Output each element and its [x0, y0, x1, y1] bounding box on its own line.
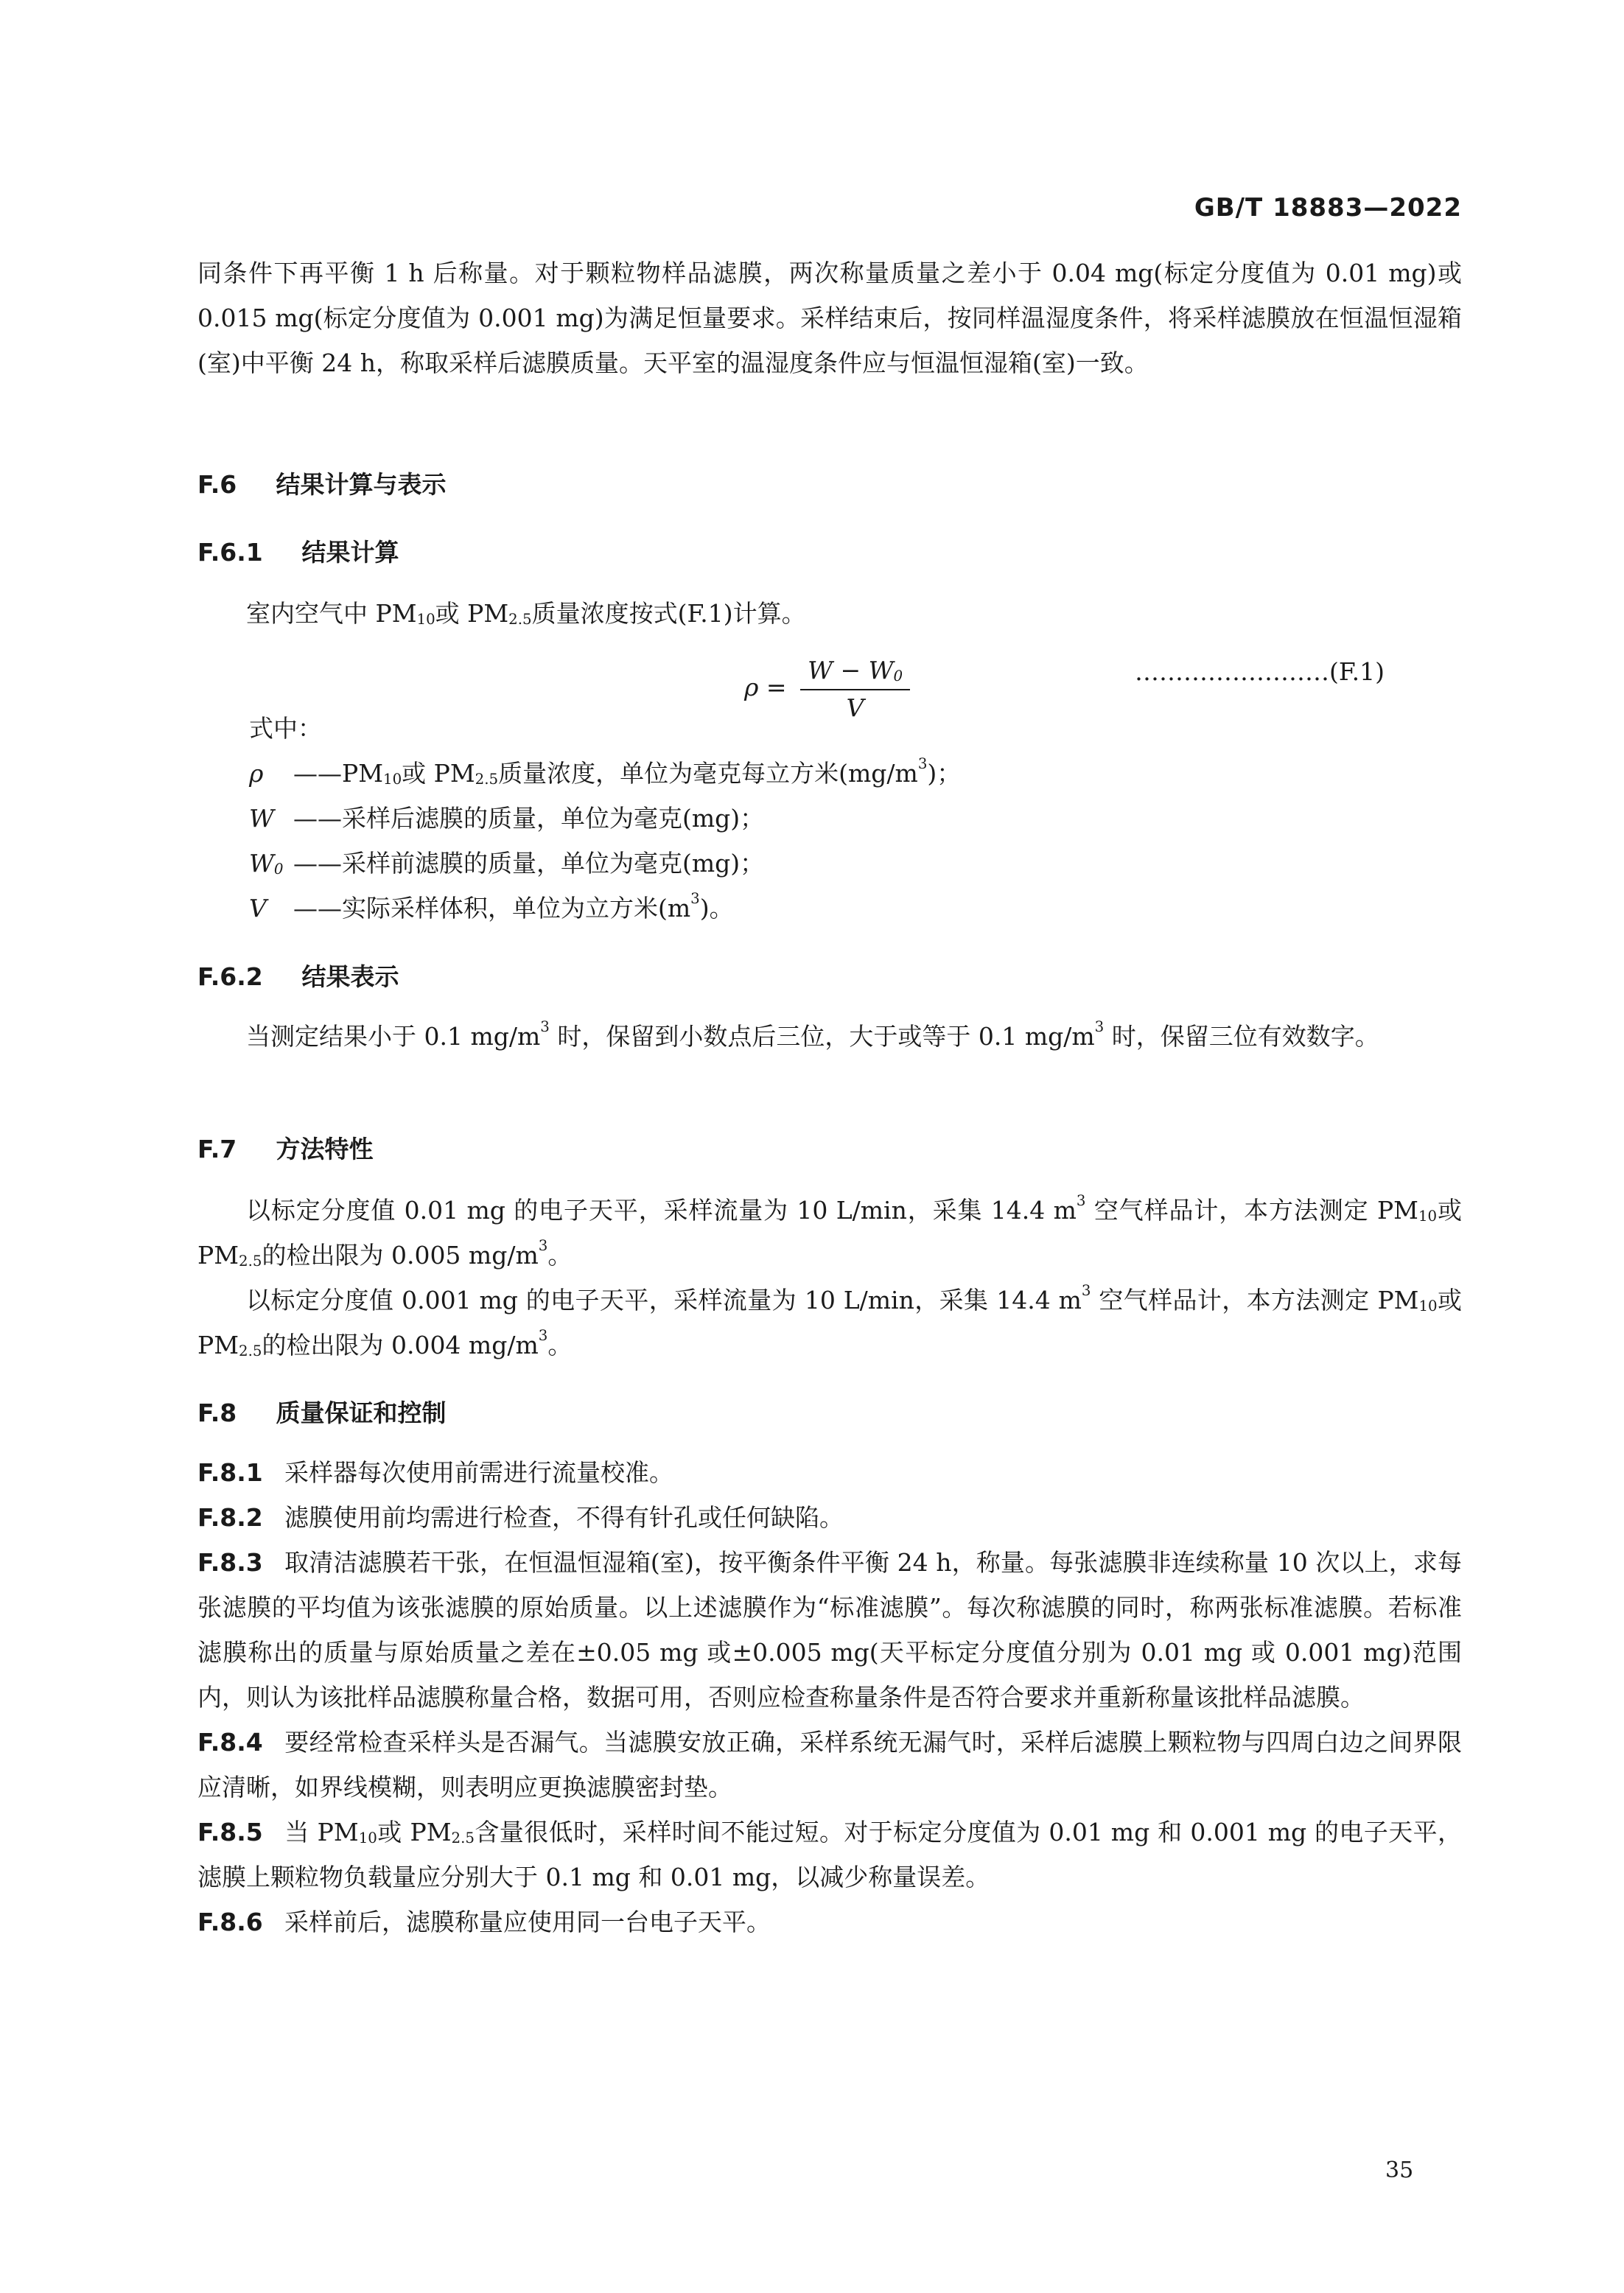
qa-item: F.8.4 要经常检查采样头是否漏气。当滤膜安放正确，采样系统无漏气时，采样后滤膜上颗粒物与四周白边之间界限应清晰，如界线模糊，则表明应更换滤膜密封垫。: [197, 1728, 1462, 1802]
section-heading-f8: [197, 1394, 447, 1429]
section-number: F.6.1: [197, 538, 263, 567]
section-title: 方法特性: [276, 1135, 374, 1163]
f6-2-paragraph: 当测定结果小于 0.1 $mg/m^3$ 时，保留到小数点后三位，大于或等于 0.1 $mg/m^3$ 时，保留三位有效数字。: [246, 1018, 1379, 1051]
page-number: 35: [1385, 2157, 1414, 2183]
formula-denominator: V: [846, 693, 864, 722]
qa-item: F.8.2 滤膜使用前均需进行检查，不得有针孔或任何缺陷。: [197, 1503, 844, 1532]
section-heading-f6-2: [197, 958, 399, 993]
definition-row: $W_0$ ——采样前滤膜的质量，单位为毫克(mg)；: [249, 849, 765, 878]
qa-item: F.8.1 采样器每次使用前需进行流量校准。: [197, 1458, 673, 1487]
f7-paragraph-1: 以标定分度值 0.01 mg 的电子天平，采样流量为 10 L/min，采集 14.4 $m^3$ 空气样品计，本方法测定 $PM_{10}$或 $PM_{2.5}$的检出限为 0.005 $mg/m^3$。: [197, 1192, 1462, 1270]
qa-item: F.8.3 取清洁滤膜若干张，在恒温恒湿箱(室)，按平衡条件平衡 24 h，称量。每张滤膜非连续称量 10 次以上，求每张滤膜的平均值为该张滤膜的原始质量。以上述滤膜作为“标准滤膜”。每次称滤膜的同时，称两张标准滤膜。若标准滤膜称出的质量与原始质量之差在±0.05 mg 或±0.005 mg(天平标定分度值分别为 0.01 mg 或 0.001 mg)范围内，则认为该批样品滤膜称量合格，数据可用，否则应检查称量条件是否符合要求并重新称量该批样品滤膜。: [197, 1548, 1463, 1712]
section-number: F.6.2: [197, 962, 263, 991]
section-heading-f6: [197, 466, 447, 500]
qa-list: [197, 1450, 1462, 1944]
formula-lhs: ρ: [744, 673, 759, 701]
formula-equals: =: [766, 673, 787, 701]
section-title: 结果表示: [301, 962, 399, 991]
definition-row: V ——实际采样体积，单位为立方米$(m^3)$。: [249, 890, 734, 923]
qa-item: F.8.6 采样前后，滤膜称量应使用同一台电子天平。: [197, 1908, 771, 1936]
section-number: F.7: [197, 1135, 237, 1163]
qa-item: F.8.5 当 $PM_{10}$或 $PM_{2.5}$含量很低时，采样时间不能过短。对于标定分度值为 0.01 mg 和 0.001 mg 的电子天平，滤膜上颗粒物负载量应分别大于 0.1 mg 和 0.01 mg，以减少称量误差。: [197, 1818, 1463, 1891]
definition-row: W ——采样后滤膜的质量，单位为毫克(mg)；: [249, 804, 765, 833]
intro-paragraph: 同条件下再平衡 1 h 后称量。对于颗粒物样品滤膜，两次称量质量之差小于 0.04 mg(标定分度值为 0.01 mg)或 0.015 mg(标定分度值为 0.001 mg)为满足恒量要求。采样结束后，按同样温湿度条件，将采样滤膜放在恒温恒湿箱(室)中平衡 24 h，称取采样后滤膜质量。天平室的温湿度条件应与恒温恒湿箱(室)一致。: [197, 259, 1462, 377]
section-title: 结果计算: [301, 538, 399, 567]
equation-number: ……………………(F.1): [1135, 657, 1385, 686]
definition-row: ρ $——PM_{10}$或 $PM_{2.5}$质量浓度，单位为毫克每立方米$(mg/m^3)$；: [249, 755, 962, 788]
f6-1-paragraph: 室内空气中 $PM_{10}$或 $PM_{2.5}$质量浓度按式(F.1)计算。: [246, 599, 806, 628]
symbol-definitions: [249, 706, 961, 931]
section-number: F.6: [197, 470, 237, 499]
section-heading-f7: [197, 1130, 374, 1165]
formula-numerator: $W - W_0$: [800, 656, 910, 690]
section-title: 质量保证和控制: [276, 1398, 447, 1427]
defs-intro: 式中：: [249, 714, 322, 743]
section-title: 结果计算与表示: [276, 470, 447, 499]
standard-number: GB/T 18883—2022: [1194, 193, 1462, 223]
section-heading-f6-1: [197, 533, 399, 568]
f7-paragraph-2: 以标定分度值 0.001 mg 的电子天平，采样流量为 10 L/min，采集 14.4 $m^3$ 空气样品计，本方法测定 $PM_{10}$或 $PM_{2.5}$的检出限为 0.004 $mg/m^3$。: [197, 1282, 1462, 1359]
section-number: F.8: [197, 1398, 237, 1427]
